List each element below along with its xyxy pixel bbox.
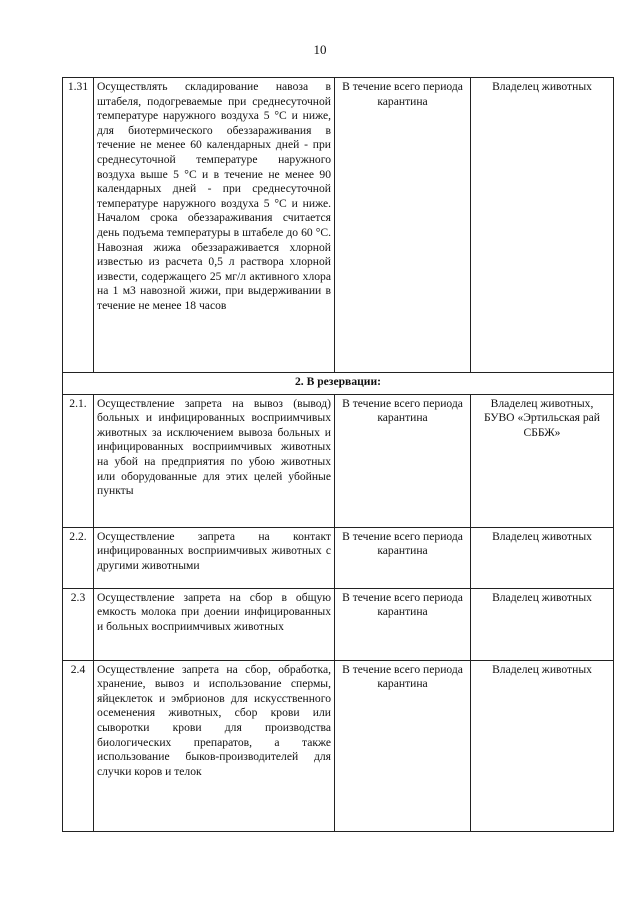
section-title: 2. В резервации: [63,373,614,395]
measure-period: В течение всего периода карантина [335,527,471,588]
measure-text: Осуществление запрета на вывоз (вывод) больных и инфицированных восприимчивых животных за исключением вывоза больных и инфицированных восприимчивых животных на убой на предприятия по убою животных или оборудованные для этих целей убойные пункты [94,394,335,527]
measures-table [62,77,614,832]
measure-text: Осуществление запрета на сбор в общую емкость молока при доении инфицированных и больных восприимчивых животных [94,588,335,660]
row-number: 2.4 [63,660,94,831]
measure-text: Осуществлять складирование навоза в штабеля, подогреваемые при среднесуточной температуре наружного воздуха 5 °С и ниже, для биотермического обеззараживания в течение не менее 60 календарных дней - при среднесуточной температуре наружного воздуха выше 5 °С и в течение не менее 90 календарных дней - при среднесуточной температуре наружного воздуха 5 °С и ниже. Началом срока обеззараживания считается день подъема температуры в штабеле до 60 °С. Навозная жижа обеззараживается хлорной известью из расчета 0,5 л раствора хлорной извести, содержащего 25 мг/л активного хлора на 1 м3 навозной жижи, при выдерживании в течение не менее 18 часов [94,78,335,373]
section-header-row [63,373,614,395]
row-number: 2.3 [63,588,94,660]
measure-period: В течение всего периода карантина [335,660,471,831]
measure-responsible: Владелец животных [471,527,614,588]
table-row [63,588,614,660]
page-number: 10 [313,42,327,57]
measure-responsible: Владелец животных [471,588,614,660]
measure-period: В течение всего периода карантина [335,394,471,527]
measure-responsible: Владелец животных [471,78,614,373]
measure-period: В течение всего периода карантина [335,588,471,660]
measure-responsible: Владелец животных [471,660,614,831]
row-number: 2.1. [63,394,94,527]
row-number: 2.2. [63,527,94,588]
measure-text: Осуществление запрета на контакт инфицированных восприимчивых животных с другими животными [94,527,335,588]
table-row [63,527,614,588]
table-row [63,660,614,831]
measure-text: Осуществление запрета на сбор, обработка, хранение, вывоз и использование спермы, яйцеклеток и эмбрионов для искусственного осеменения животных, сбор крови или сыворотки крови для производства биологических препаратов, а также использование быков-производителей для случки коров и телок [94,660,335,831]
row-number: 1.31 [63,78,94,373]
measure-period: В течение всего периода карантина [335,78,471,373]
table-row [63,78,614,373]
table-row [63,394,614,527]
measure-responsible: Владелец животных, БУВО «Эртильская рай СББЖ» [471,394,614,527]
